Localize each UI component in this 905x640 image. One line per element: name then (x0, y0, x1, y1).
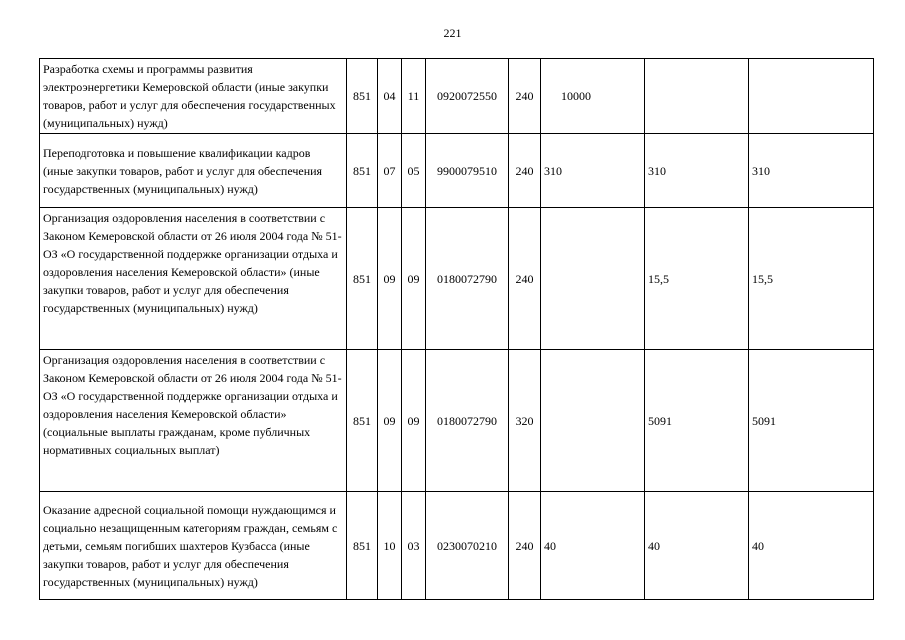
target-article-code: 0180072790 (426, 208, 509, 350)
department-code: 851 (347, 59, 378, 134)
subsection-code: 05 (402, 134, 426, 208)
expense-name: Переподготовка и повышение квалификации кадров (иные закупки товаров, работ и услуг для обеспечения государственных (муниципальных) нужд) (40, 134, 347, 208)
expense-name: Оказание адресной социальной помощи нуждающимся и социально незащищенным категориям граждан, семьям с детьми, семьям погибших шахтеров Кузбасса (иные закупки товаров, работ и услуг для обеспечения государственных (муниципальных) нужд) (40, 492, 347, 600)
budget-table (39, 58, 874, 600)
amount-2 (645, 59, 749, 134)
target-article-code: 0180072790 (426, 350, 509, 492)
section-code: 07 (378, 134, 402, 208)
department-code: 851 (347, 134, 378, 208)
section-code: 09 (378, 350, 402, 492)
table-row (40, 492, 874, 600)
amount-3: 310 (749, 134, 874, 208)
amount-1 (541, 350, 645, 492)
department-code: 851 (347, 350, 378, 492)
target-article-code: 9900079510 (426, 134, 509, 208)
amount-3 (749, 59, 874, 134)
expense-type-code: 240 (509, 134, 541, 208)
table-row (40, 134, 874, 208)
table-row (40, 59, 874, 134)
amount-1 (541, 208, 645, 350)
department-code: 851 (347, 208, 378, 350)
expense-name: Организация оздоровления населения в соответствии с Законом Кемеровской области от 26 июля 2004 года № 51-ОЗ «О государственной поддержке организации отдыха и оздоровления населения Кемеровской области» (социальные выплаты гражданам, кроме публичных нормативных социальных выплат) (40, 350, 347, 492)
amount-2: 310 (645, 134, 749, 208)
section-code: 09 (378, 208, 402, 350)
amount-1: 10000 (541, 59, 645, 134)
table-row (40, 350, 874, 492)
section-code: 10 (378, 492, 402, 600)
expense-type-code: 320 (509, 350, 541, 492)
expense-type-code: 240 (509, 492, 541, 600)
amount-3: 15,5 (749, 208, 874, 350)
expense-type-code: 240 (509, 208, 541, 350)
expense-type-code: 240 (509, 59, 541, 134)
amount-2: 40 (645, 492, 749, 600)
target-article-code: 0230070210 (426, 492, 509, 600)
table-row (40, 208, 874, 350)
page-number: 221 (443, 26, 462, 40)
subsection-code: 09 (402, 208, 426, 350)
subsection-code: 09 (402, 350, 426, 492)
amount-3: 40 (749, 492, 874, 600)
expense-name: Организация оздоровления населения в соответствии с Законом Кемеровской области от 26 июля 2004 года № 51-ОЗ «О государственной поддержке организации отдыха и оздоровления населения Кемеровской области» (иные закупки товаров, работ и услуг для обеспечения государственных (муниципальных) нужд) (40, 208, 347, 350)
subsection-code: 03 (402, 492, 426, 600)
amount-1: 310 (541, 134, 645, 208)
amount-2: 15,5 (645, 208, 749, 350)
amount-2: 5091 (645, 350, 749, 492)
expense-name: Разработка схемы и программы развития электроэнергетики Кемеровской области (иные закупки товаров, работ и услуг для обеспечения государственных (муниципальных) нужд) (40, 59, 347, 134)
amount-3: 5091 (749, 350, 874, 492)
subsection-code: 11 (402, 59, 426, 134)
department-code: 851 (347, 492, 378, 600)
section-code: 04 (378, 59, 402, 134)
amount-1: 40 (541, 492, 645, 600)
target-article-code: 0920072550 (426, 59, 509, 134)
